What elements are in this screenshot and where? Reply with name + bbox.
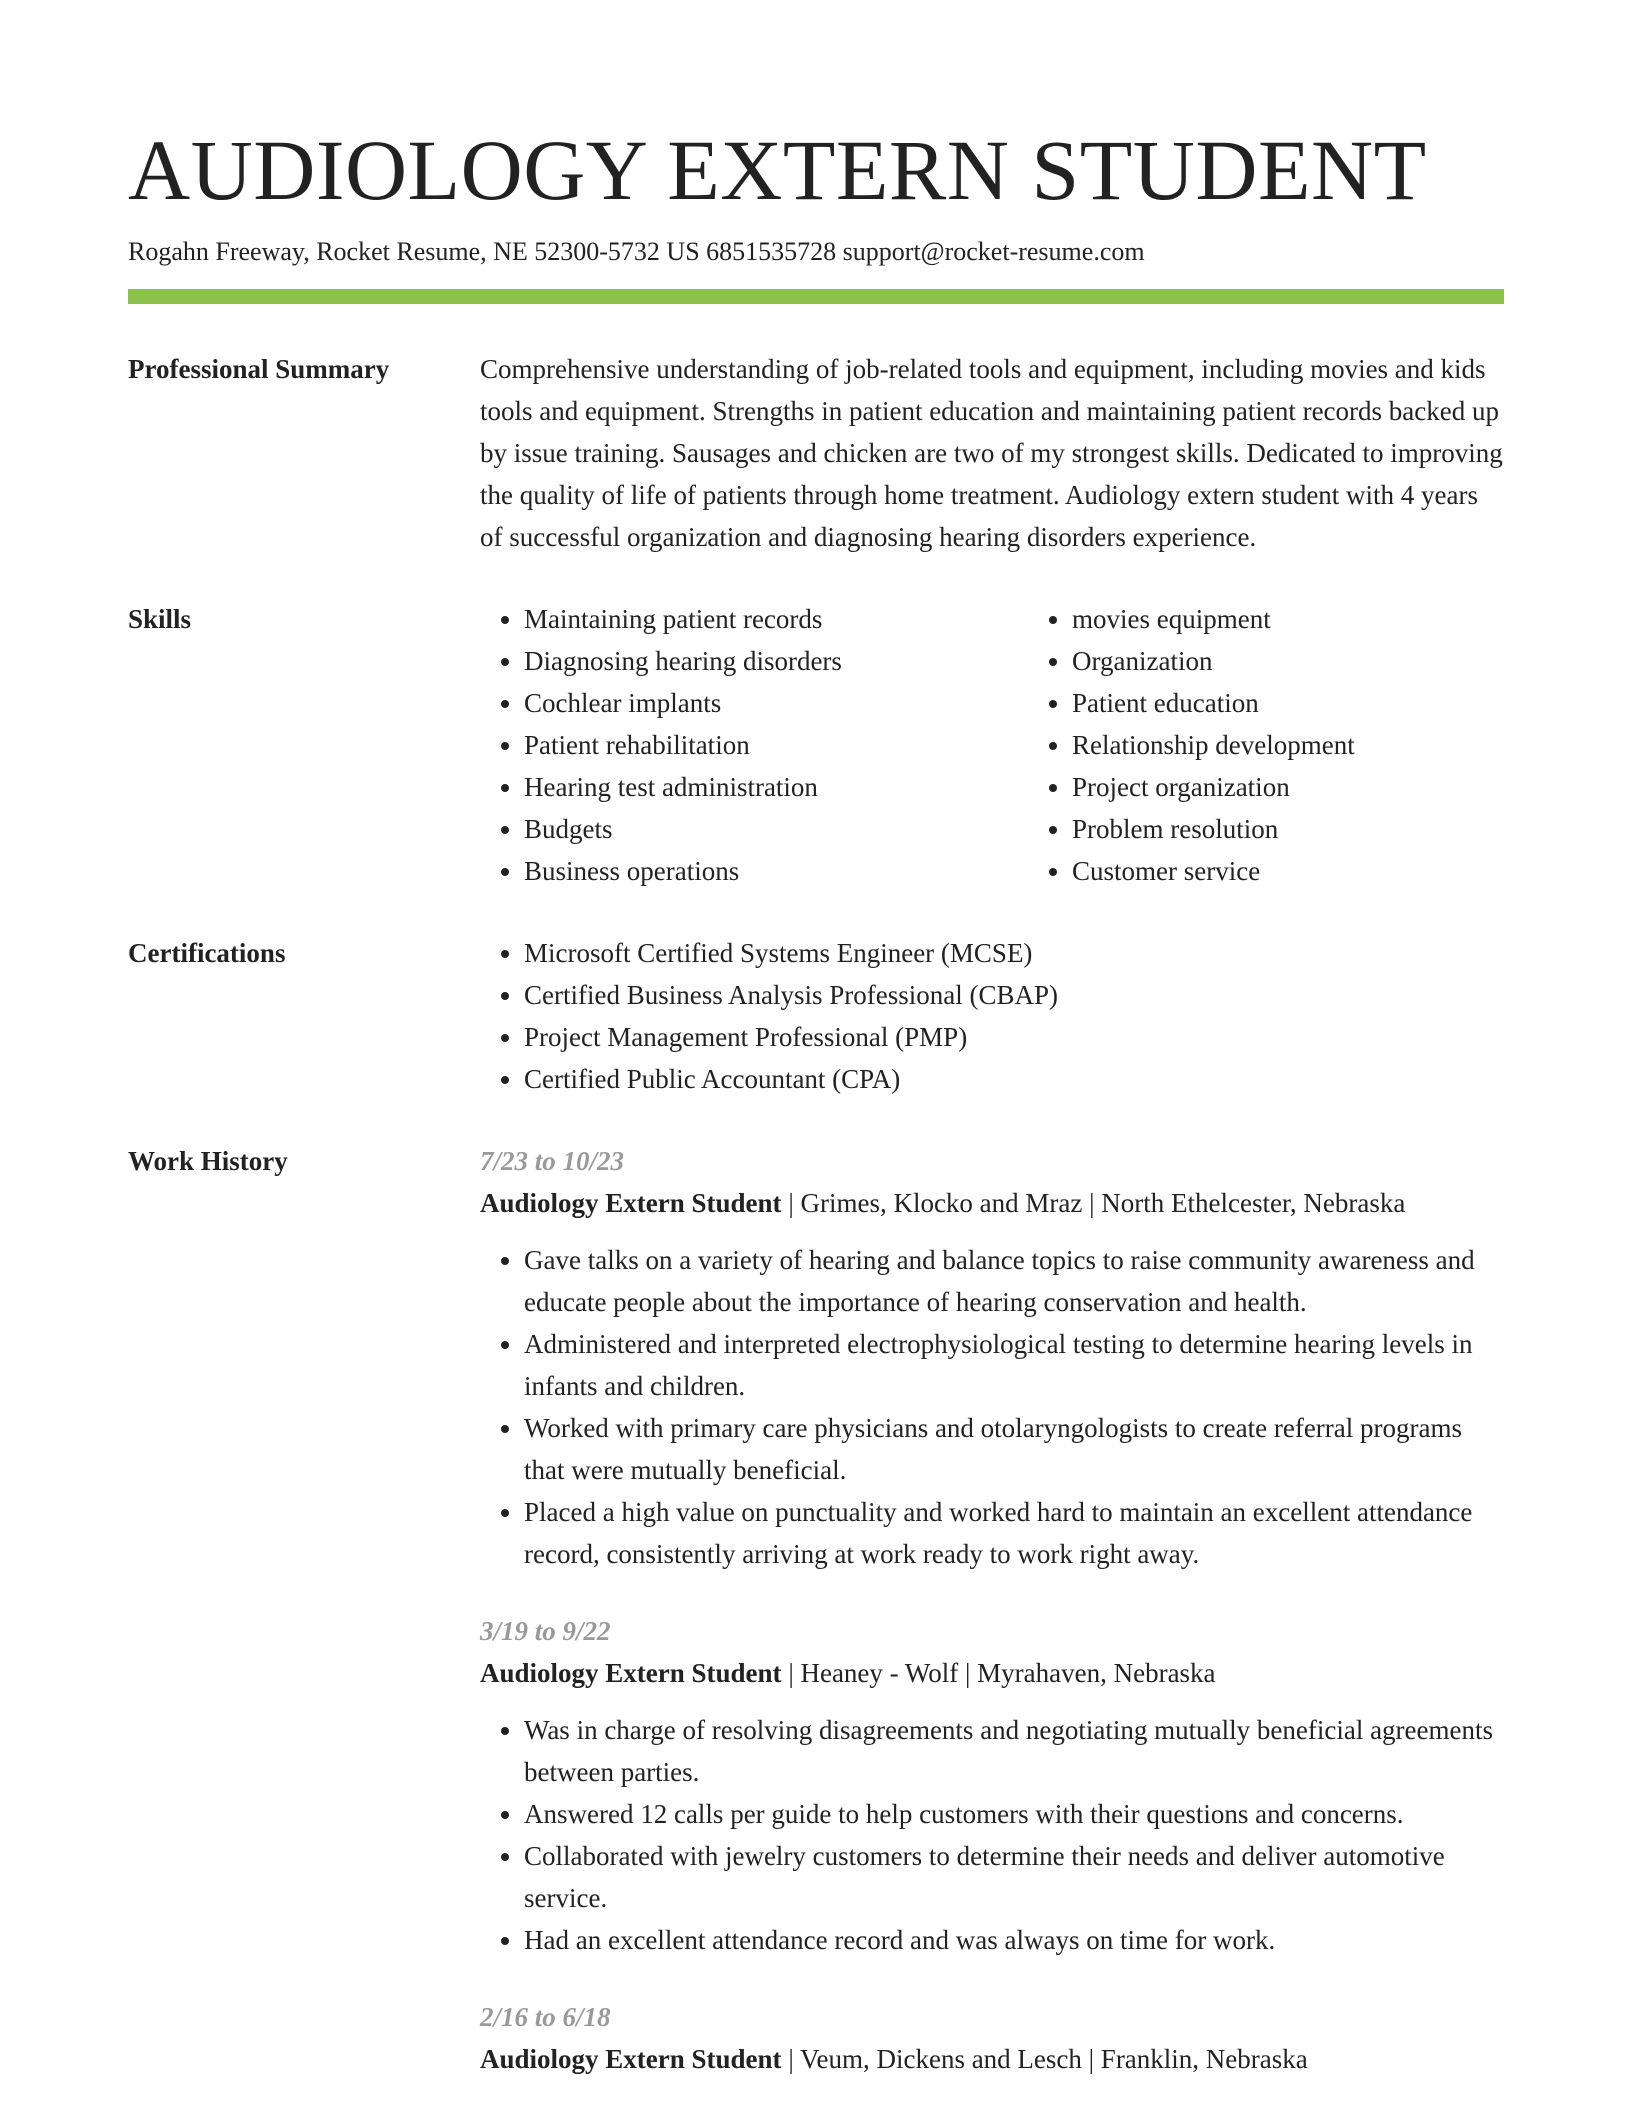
skill-item: • Diagnosing hearing disorders [524,640,1028,682]
skill-item: • Budgets [524,808,1028,850]
certifications-list [480,932,1504,1100]
skill-item: • Organization [1072,640,1355,682]
skill-item: • Relationship development [1072,724,1355,766]
job-bullet: • Administered and interpreted electrophysiological testing to determine hearing levels in infants and children. [524,1323,1504,1407]
skills-list-right [1028,598,1355,892]
job-dates: 3/19 to 9/22 [480,1616,611,1646]
job-entry [480,1996,1504,2080]
certification-item: • Certified Public Accountant (CPA) [524,1058,1504,1100]
job-bullet: • Worked with primary care physicians and otolaryngologists to create referral programs that were mutually beneficial. [524,1407,1504,1491]
job-bullet: • Answered 12 calls per guide to help customers with their questions and concerns. [524,1793,1504,1835]
work-history-section [128,1140,1504,2115]
certifications-section [128,932,1504,1100]
skill-item: • Cochlear implants [524,682,1028,724]
job-bullet: • Collaborated with jewelry customers to determine their needs and deliver automotive service. [524,1835,1504,1919]
job-title: Audiology Extern Student [480,1188,782,1218]
job-employer-location: | Heaney - Wolf | Myrahaven, Nebraska [781,1658,1216,1688]
summary-text: Comprehensive understanding of job-related tools and equipment, including movies and kids tools and equipment. Strengths in patient education and maintaining patient records backed up by issue training. Sausages and chicken are two of my strongest skills. Dedicated to improving the quality of life of patients through home treatment. Audiology extern student with 4 years of successful organization and diagnosing hearing disorders experience. [480,354,1503,552]
job-employer-location: | Grimes, Klocko and Mraz | North Ethelcester, Nebraska [781,1188,1406,1218]
resume-title: AUDIOLOGY EXTERN STUDENT [128,122,1427,218]
certification-item: • Microsoft Certified Systems Engineer (MCSE) [524,932,1504,974]
job-bullets [480,1709,1504,1961]
skill-item: • Customer service [1072,850,1355,892]
job-dates: 7/23 to 10/23 [480,1146,625,1176]
summary-section [128,348,1504,558]
skill-item: • Project organization [1072,766,1355,808]
skill-item: • Hearing test administration [524,766,1028,808]
resume-page [128,0,1504,2115]
job-entry [480,1610,1504,1961]
certification-item: • Certified Business Analysis Professional (CBAP) [524,974,1504,1016]
skills-section [128,598,1504,892]
job-heading [480,1652,1504,1694]
job-bullet: • Placed a high value on punctuality and worked hard to maintain an excellent attendance record, consistently arriving at work ready to work right away. [524,1491,1504,1575]
job-bullets [480,1239,1504,1575]
skill-item: • movies equipment [1072,598,1355,640]
job-bullet: • Had an excellent attendance record and was always on time for work. [524,1919,1504,1961]
section-label-summary: Professional Summary [128,354,390,384]
job-title: Audiology Extern Student [480,1658,782,1688]
contact-line: Rogahn Freeway, Rocket Resume, NE 52300-5732 US 6851535728 support@rocket-resume.com [128,237,1145,266]
section-label-work-history: Work History [128,1146,288,1176]
job-entry [480,1140,1504,1575]
section-label-skills: Skills [128,604,192,634]
job-heading [480,1182,1504,1224]
job-bullet: • Gave talks on a variety of hearing and balance topics to raise community awareness and educate people about the importance of hearing conservation and health. [524,1239,1504,1323]
skill-item: • Problem resolution [1072,808,1355,850]
skills-list-left [480,598,1028,892]
job-heading [480,2038,1504,2080]
skill-item: • Business operations [524,850,1028,892]
certification-item: • Project Management Professional (PMP) [524,1016,1504,1058]
accent-rule [128,289,1504,304]
skill-item: • Patient education [1072,682,1355,724]
skill-item: • Patient rehabilitation [524,724,1028,766]
job-dates: 2/16 to 6/18 [480,2002,611,2032]
job-title: Audiology Extern Student [480,2044,782,2074]
job-bullet: • Was in charge of resolving disagreements and negotiating mutually beneficial agreements between parties. [524,1709,1504,1793]
skill-item: • Maintaining patient records [524,598,1028,640]
section-label-certifications: Certifications [128,938,286,968]
job-employer-location: | Veum, Dickens and Lesch | Franklin, Nebraska [781,2044,1308,2074]
